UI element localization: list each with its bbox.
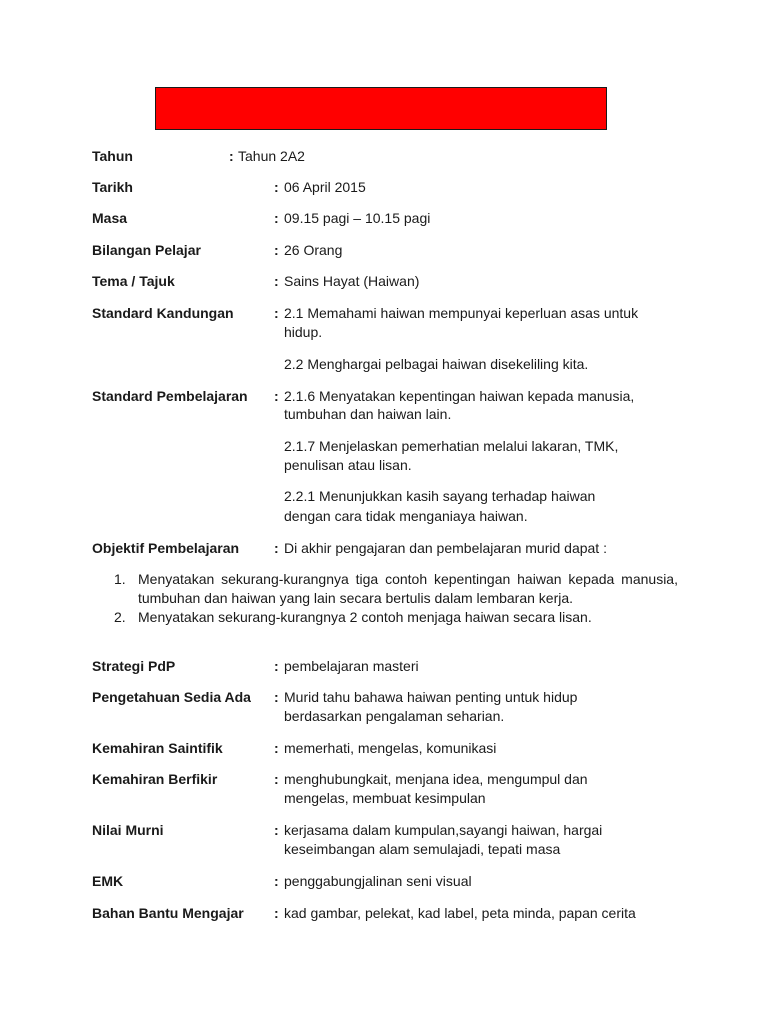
label-tahun: Tahun (92, 148, 133, 164)
value-kemahiran-saintifik: memerhati, mengelas, komunikasi (284, 740, 497, 756)
value-bilangan-pelajar: 26 Orang (284, 242, 343, 258)
colon: : (274, 658, 279, 674)
list-item-text: Menyatakan sekurang-kurangnya 2 contoh menjaga haiwan secara lisan. (138, 609, 592, 625)
standard-pembelajaran-line: 2.1.7 Menjelaskan pemerhatian melalui lakaran, TMK, (284, 438, 619, 454)
label-bilangan-pelajar: Bilangan Pelajar (92, 242, 201, 258)
standard-kandungan-line: 2.2 Menghargai pelbagai haiwan disekeliling kita. (284, 356, 589, 372)
label-tema: Tema / Tajuk (92, 273, 175, 289)
label-pengetahuan-sedia-ada: Pengetahuan Sedia Ada (92, 689, 251, 705)
label-bahan-bantu-mengajar: Bahan Bantu Mengajar (92, 905, 244, 921)
standard-pembelajaran-line: dengan cara tidak menganiaya haiwan. (284, 508, 528, 524)
list-item-number: 1. (114, 571, 126, 587)
label-strategi-pdp: Strategi PdP (92, 658, 176, 674)
list-item (92, 608, 678, 627)
colon: : (274, 740, 279, 756)
colon: : (274, 771, 279, 787)
colon: : (274, 242, 279, 258)
nilai-murni-line: kerjasama dalam kumpulan,sayangi haiwan, hargai (284, 822, 603, 838)
title-banner (155, 87, 607, 130)
label-kemahiran-saintifik: Kemahiran Saintifik (92, 740, 223, 756)
value-objektif-intro: Di akhir pengajaran dan pembelajaran murid dapat : (284, 540, 607, 556)
value-tema: Sains Hayat (Haiwan) (284, 273, 420, 289)
colon: : (274, 540, 279, 556)
label-standard-kandungan: Standard Kandungan (92, 305, 234, 321)
label-standard-pembelajaran: Standard Pembelajaran (92, 388, 248, 404)
label-tarikh: Tarikh (92, 179, 133, 195)
standard-pembelajaran-line: tumbuhan dan haiwan lain. (284, 406, 452, 422)
nilai-murni-line: keseimbangan alam semulajadi, tepati masa (284, 841, 561, 857)
colon: : (274, 179, 279, 195)
objektif-list (92, 570, 678, 627)
value-tahun: Tahun 2A2 (238, 148, 305, 164)
value-bahan-bantu-mengajar: kad gambar, pelekat, kad label, peta minda, papan cerita (284, 905, 636, 921)
colon: : (274, 305, 279, 321)
colon: : (274, 873, 279, 889)
colon: : (274, 822, 279, 838)
label-masa: Masa (92, 210, 128, 226)
list-item (92, 570, 678, 608)
colon: : (274, 388, 279, 404)
value-emk: penggabungjalinan seni visual (284, 873, 472, 889)
label-kemahiran-berfikir: Kemahiran Berfikir (92, 771, 218, 787)
kemahiran-berfikir-line: menghubungkait, menjana idea, mengumpul dan (284, 771, 588, 787)
colon: : (229, 148, 234, 164)
colon: : (274, 689, 279, 705)
standard-pembelajaran-line: penulisan atau lisan. (284, 457, 412, 473)
kemahiran-berfikir-line: mengelas, membuat kesimpulan (284, 790, 486, 806)
standard-kandungan-line: hidup. (284, 324, 323, 340)
list-item-text: Menyatakan sekurang-kurangnya tiga contoh kepentingan haiwan kepada manusia, tumbuhan dan haiwan yang lain secara bertulis dalam lembaran kerja. (138, 571, 678, 606)
standard-pembelajaran-line: 2.2.1 Menunjukkan kasih sayang terhadap haiwan (284, 488, 596, 504)
pengetahuan-line: berdasarkan pengalaman seharian. (284, 708, 505, 724)
value-strategi-pdp: pembelajaran masteri (284, 658, 419, 674)
standard-pembelajaran-line: 2.1.6 Menyatakan kepentingan haiwan kepada manusia, (284, 388, 635, 404)
list-item-number: 2. (114, 609, 126, 625)
standard-kandungan-line: 2.1 Memahami haiwan mempunyai keperluan asas untuk (284, 305, 639, 321)
value-masa: 09.15 pagi – 10.15 pagi (284, 210, 431, 226)
colon: : (274, 273, 279, 289)
value-tarikh: 06 April 2015 (284, 179, 366, 195)
colon: : (274, 210, 279, 226)
pengetahuan-line: Murid tahu bahawa haiwan penting untuk hidup (284, 689, 578, 705)
label-emk: EMK (92, 873, 124, 889)
colon: : (274, 905, 279, 921)
label-nilai-murni: Nilai Murni (92, 822, 164, 838)
label-objektif-pembelajaran: Objektif Pembelajaran (92, 540, 240, 556)
